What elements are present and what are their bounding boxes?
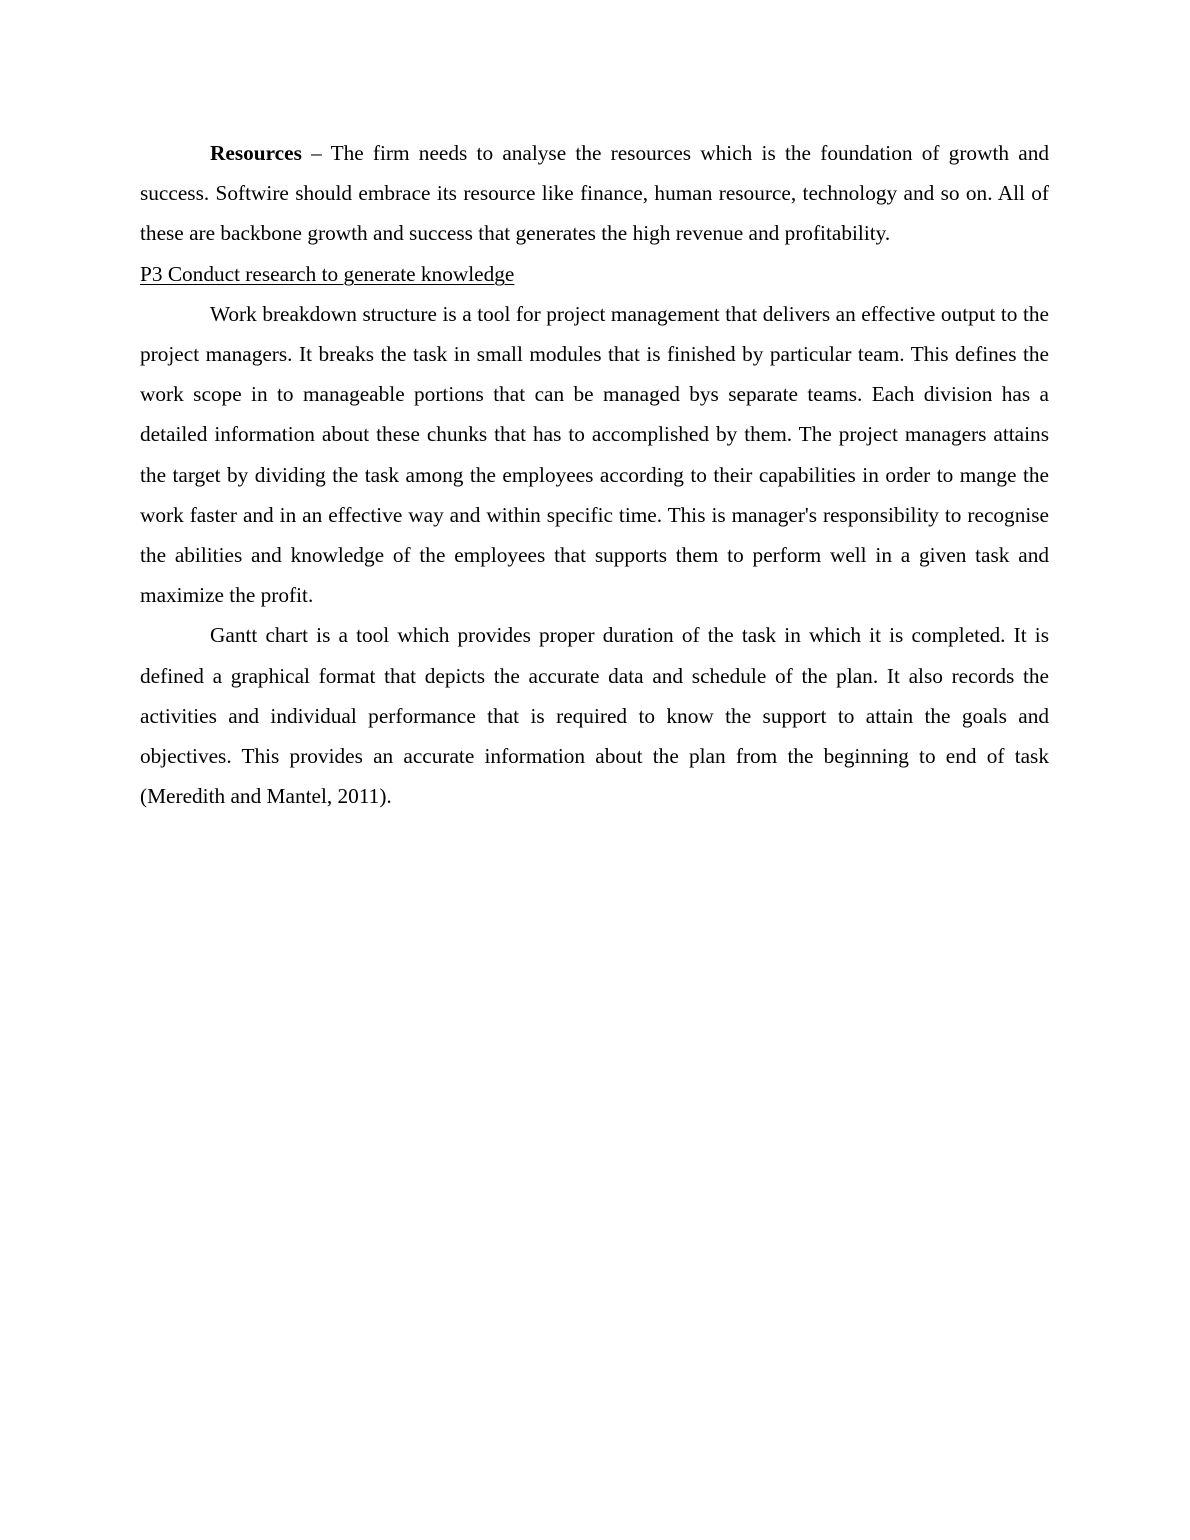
gantt-paragraph: Gantt chart is a tool which provides proper duration of the task in which it is completed. It is defined a graphical format that depicts the accurate data and schedule of the plan. It also records the activities and individual performance that is required to know the support to attain the goals and objectives. This provides an accurate information about the plan from the beginning to end of task (Meredith and Mantel, 2011). (140, 623, 1049, 809)
resources-term: Resources (210, 141, 302, 165)
wbs-paragraph: Work breakdown structure is a tool for project management that delivers an effective output to the project managers. It breaks the task in small modules that is finished by particular team. This defines the work scope in to manageable portions that can be managed bys separate teams. Each division has a detailed information about these chunks that has to accomplished by them. The project managers attains the target by dividing the task among the employees according to their capabilities in order to mange the work faster and in an effective way and within specific time. This is manager's responsibility to recognise the abilities and knowledge of the employees that supports them to perform well in a given task and maximize the profit. (140, 301, 1049, 608)
resources-paragraph (140, 133, 1049, 254)
document-page (140, 133, 1049, 816)
resources-text: – The firm needs to analyse the resources which is the foundation of growth and success. Softwire should embrace its resource like finance, human resource, technology and so on. All of these are backbone growth and success that generates the high revenue and profitability. (140, 141, 1049, 246)
section-heading: P3 Conduct research to generate knowledge (140, 261, 515, 286)
